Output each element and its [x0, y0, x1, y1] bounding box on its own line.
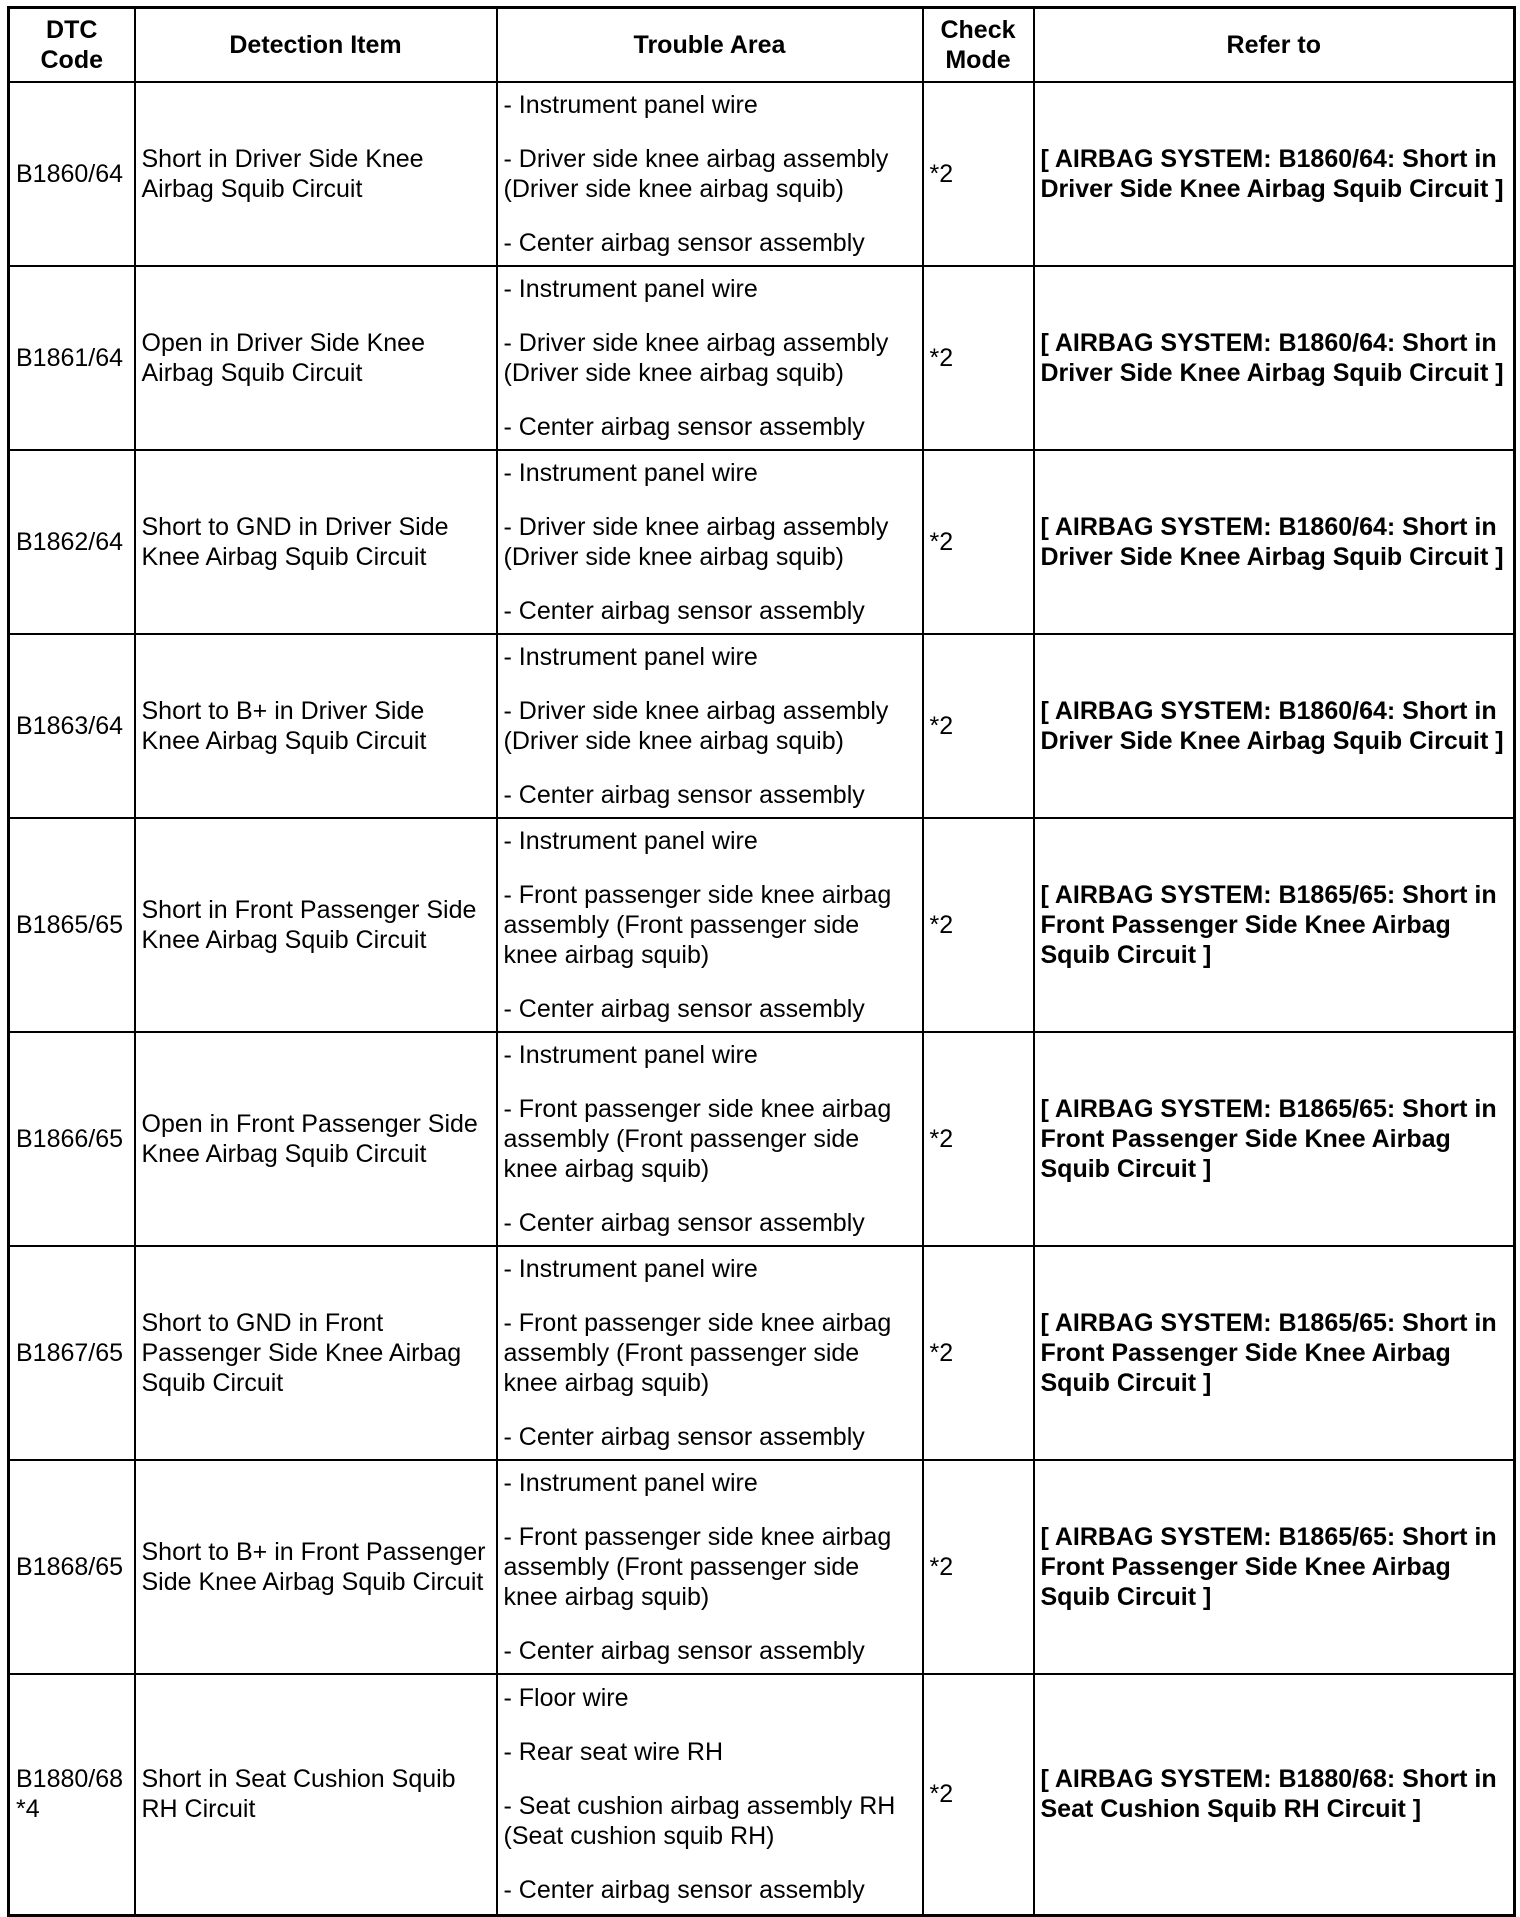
detection-item-cell: Open in Front Passenger Side Knee Airbag Squib Circuit [135, 1032, 497, 1246]
trouble-area-item: - Instrument panel wire [503, 90, 758, 119]
table-row [9, 634, 1515, 818]
refer-to-cell: [ AIRBAG SYSTEM: B1860/64: Short in Driver Side Knee Airbag Squib Circuit ] [1034, 450, 1515, 634]
dtc-code-cell: B1865/65 [9, 818, 135, 1032]
refer-to-cell: [ AIRBAG SYSTEM: B1860/64: Short in Driver Side Knee Airbag Squib Circuit ] [1034, 82, 1515, 266]
refer-to-cell: [ AIRBAG SYSTEM: B1860/64: Short in Driver Side Knee Airbag Squib Circuit ] [1034, 266, 1515, 450]
trouble-area-item: - Driver side knee airbag assembly (Driver side knee airbag squib) [503, 144, 889, 203]
header-row [9, 8, 1515, 82]
detection-item-cell: Short to B+ in Driver Side Knee Airbag Squib Circuit [135, 634, 497, 818]
dtc-code-cell: B1866/65 [9, 1032, 135, 1246]
trouble-area-item: - Center airbag sensor assembly [503, 596, 865, 625]
check-mode-cell: *2 [923, 1032, 1034, 1246]
trouble-area-item: - Instrument panel wire [503, 1040, 758, 1069]
dtc-code-cell: B1861/64 [9, 266, 135, 450]
refer-to-cell: [ AIRBAG SYSTEM: B1865/65: Short in Front Passenger Side Knee Airbag Squib Circuit ] [1034, 1246, 1515, 1460]
dtc-code-cell: B1863/64 [9, 634, 135, 818]
trouble-area-item: - Center airbag sensor assembly [503, 1876, 865, 1905]
table-header [9, 8, 1515, 82]
trouble-area-cell [497, 450, 923, 634]
trouble-area-cell [497, 1032, 923, 1246]
detection-item-cell: Short in Front Passenger Side Knee Airbag Squib Circuit [135, 818, 497, 1032]
refer-to-cell: [ AIRBAG SYSTEM: B1880/68: Short in Seat Cushion Squib RH Circuit ] [1034, 1674, 1515, 1916]
trouble-area-item: - Rear seat wire RH [503, 1738, 723, 1767]
refer-to-cell: [ AIRBAG SYSTEM: B1860/64: Short in Driver Side Knee Airbag Squib Circuit ] [1034, 634, 1515, 818]
check-mode-cell: *2 [923, 1246, 1034, 1460]
dtc-code-cell: B1867/65 [9, 1246, 135, 1460]
trouble-area-item: - Instrument panel wire [503, 1254, 758, 1283]
trouble-area-cell [497, 818, 923, 1032]
trouble-area-item: - Instrument panel wire [503, 458, 758, 487]
table-row [9, 82, 1515, 266]
detection-item-cell: Short to B+ in Front Passenger Side Knee Airbag Squib Circuit [135, 1460, 497, 1674]
trouble-area-cell [497, 266, 923, 450]
dtc-code-cell: B1860/64 [9, 82, 135, 266]
trouble-area-item: - Center airbag sensor assembly [503, 1208, 865, 1237]
table-row [9, 1246, 1515, 1460]
header-dtc-code: DTC Code [9, 8, 135, 82]
trouble-area-item: - Instrument panel wire [503, 642, 758, 671]
trouble-area-item: - Driver side knee airbag assembly (Driver side knee airbag squib) [503, 328, 889, 387]
refer-to-cell: [ AIRBAG SYSTEM: B1865/65: Short in Front Passenger Side Knee Airbag Squib Circuit ] [1034, 818, 1515, 1032]
table-row [9, 266, 1515, 450]
detection-item-cell: Short to GND in Front Passenger Side Knee Airbag Squib Circuit [135, 1246, 497, 1460]
check-mode-cell: *2 [923, 1460, 1034, 1674]
trouble-area-item: - Driver side knee airbag assembly (Driver side knee airbag squib) [503, 512, 889, 571]
header-trouble-area: Trouble Area [497, 8, 923, 82]
trouble-area-cell [497, 634, 923, 818]
trouble-area-item: - Center airbag sensor assembly [503, 994, 865, 1023]
trouble-area-item: - Instrument panel wire [503, 826, 758, 855]
trouble-area-item: - Center airbag sensor assembly [503, 1636, 865, 1665]
trouble-area-item: - Instrument panel wire [503, 1468, 758, 1497]
trouble-area-item: - Center airbag sensor assembly [503, 412, 865, 441]
table-row [9, 1674, 1515, 1916]
trouble-area-cell [497, 82, 923, 266]
trouble-area-item: - Seat cushion airbag assembly RH (Seat cushion squib RH) [503, 1792, 896, 1851]
dtc-code-cell: B1868/65 [9, 1460, 135, 1674]
table-row [9, 1032, 1515, 1246]
check-mode-cell: *2 [923, 266, 1034, 450]
header-check-mode: Check Mode [923, 8, 1034, 82]
trouble-area-item: - Center airbag sensor assembly [503, 780, 865, 809]
trouble-area-item: - Front passenger side knee airbag assembly (Front passenger side knee airbag squib) [503, 1308, 892, 1397]
trouble-area-item: - Driver side knee airbag assembly (Driver side knee airbag squib) [503, 696, 889, 755]
refer-to-cell: [ AIRBAG SYSTEM: B1865/65: Short in Front Passenger Side Knee Airbag Squib Circuit ] [1034, 1460, 1515, 1674]
check-mode-cell: *2 [923, 1674, 1034, 1916]
check-mode-cell: *2 [923, 82, 1034, 266]
check-mode-cell: *2 [923, 450, 1034, 634]
detection-item-cell: Short to GND in Driver Side Knee Airbag Squib Circuit [135, 450, 497, 634]
dtc-code-cell: B1880/68 *4 [9, 1674, 135, 1916]
trouble-area-cell [497, 1674, 923, 1916]
table-body [9, 82, 1515, 1916]
trouble-area-item: - Center airbag sensor assembly [503, 1422, 865, 1451]
trouble-area-item: - Front passenger side knee airbag assembly (Front passenger side knee airbag squib) [503, 880, 892, 969]
detection-item-cell: Open in Driver Side Knee Airbag Squib Circuit [135, 266, 497, 450]
check-mode-cell: *2 [923, 634, 1034, 818]
table-row [9, 450, 1515, 634]
trouble-area-item: - Center airbag sensor assembly [503, 228, 865, 257]
trouble-area-item: - Floor wire [503, 1684, 629, 1713]
dtc-code-cell: B1862/64 [9, 450, 135, 634]
header-refer-to: Refer to [1034, 8, 1515, 82]
detection-item-cell: Short in Seat Cushion Squib RH Circuit [135, 1674, 497, 1916]
trouble-area-cell [497, 1460, 923, 1674]
header-detection-item: Detection Item [135, 8, 497, 82]
trouble-area-cell [497, 1246, 923, 1460]
dtc-table [7, 6, 1516, 1917]
trouble-area-item: - Instrument panel wire [503, 274, 758, 303]
refer-to-cell: [ AIRBAG SYSTEM: B1865/65: Short in Front Passenger Side Knee Airbag Squib Circuit ] [1034, 1032, 1515, 1246]
table-row [9, 818, 1515, 1032]
table-row [9, 1460, 1515, 1674]
trouble-area-item: - Front passenger side knee airbag assembly (Front passenger side knee airbag squib) [503, 1094, 892, 1183]
trouble-area-item: - Front passenger side knee airbag assembly (Front passenger side knee airbag squib) [503, 1522, 892, 1611]
check-mode-cell: *2 [923, 818, 1034, 1032]
detection-item-cell: Short in Driver Side Knee Airbag Squib Circuit [135, 82, 497, 266]
